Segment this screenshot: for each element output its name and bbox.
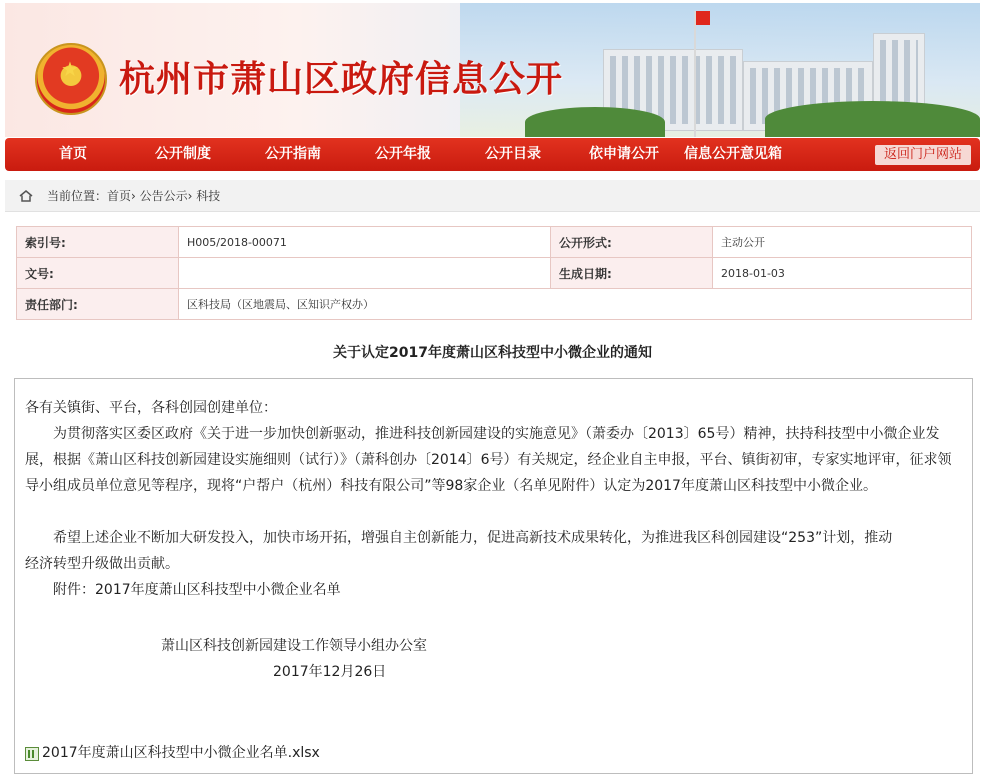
attachment-note: 附件：2017年度萧山区科技型中小微企业名单	[53, 582, 341, 598]
flagpole	[694, 11, 696, 137]
home-icon	[19, 190, 33, 202]
salutation: 各有关镇街、平台，各科创园创建单位：	[25, 400, 277, 416]
table-row	[17, 227, 972, 258]
header-banner	[5, 3, 980, 137]
docno-value	[179, 258, 551, 289]
national-emblem-icon: ★	[35, 43, 107, 115]
form-label: 公开形式:	[551, 227, 713, 258]
main-nav	[5, 138, 980, 171]
banner-trees	[525, 107, 665, 137]
breadcrumb	[5, 180, 980, 212]
sign-date: 2017年12月26日	[273, 664, 387, 680]
attachment-link[interactable]: 2017年度萧山区科技型中小微企业名单.xlsx	[42, 745, 320, 761]
body-paragraph: 希望上述企业不断加大研发投入，加快市场开拓，增强自主创新能力，促进高新技术成果转化，为推进我区科创园建设“253”计划，推动经济转型升级做出贡献。	[25, 530, 893, 572]
dept-label: 责任部门:	[17, 289, 179, 320]
nav-home[interactable]: 首页	[59, 146, 87, 162]
nav-feedback-box[interactable]: 信息公开意见箱	[684, 146, 782, 162]
dept-value: 区科技局（区地震局、区知识产权办）	[179, 289, 972, 320]
form-value: 主动公开	[713, 227, 972, 258]
site-title: 杭州市萧山区政府信息公开	[119, 58, 564, 100]
signer: 萧山区科技创新园建设工作领导小组办公室	[161, 638, 427, 654]
date-value: 2018-01-03	[713, 258, 972, 289]
banner-trees	[765, 101, 980, 137]
breadcrumb-text[interactable]: 当前位置：首页› 公告公示› 科技	[47, 189, 221, 203]
nav-disclosure-system[interactable]: 公开制度	[155, 146, 211, 162]
document-title: 关于认定2017年度萧山区科技型中小微企业的通知	[333, 345, 652, 361]
index-value: H005/2018-00071	[179, 227, 551, 258]
document-body	[14, 378, 973, 774]
nav-request-disclosure[interactable]: 依申请公开	[589, 146, 659, 162]
table-row	[17, 289, 972, 320]
document-metadata-table	[16, 226, 972, 320]
nav-disclosure-catalog[interactable]: 公开目录	[485, 146, 541, 162]
body-paragraph: 为贯彻落实区委区政府《关于进一步加快创新驱动，推进科技创新园建设的实施意见》（萧委办〔2013〕65号）精神，扶持科技型中小微企业发展，根据《萧山区科技创新园建设实施细则（试行）》（萧科创办〔2014〕6号）有关规定，经企业自主申报，平台、镇街初审，专家实地评审，征求领导小组成员单位意见等程序，现将“户帮户（杭州）科技有限公司”等98家企业（名单见附件）认定为2017年度萧山区科技型中小微企业。	[25, 426, 952, 494]
index-label: 索引号:	[17, 227, 179, 258]
date-label: 生成日期:	[551, 258, 713, 289]
flag-icon	[696, 11, 710, 25]
nav-annual-report[interactable]: 公开年报	[375, 146, 431, 162]
nav-disclosure-guide[interactable]: 公开指南	[265, 146, 321, 162]
excel-file-icon	[25, 747, 39, 761]
table-row	[17, 258, 972, 289]
return-portal-button[interactable]: 返回门户网站	[875, 145, 971, 165]
docno-label: 文号:	[17, 258, 179, 289]
